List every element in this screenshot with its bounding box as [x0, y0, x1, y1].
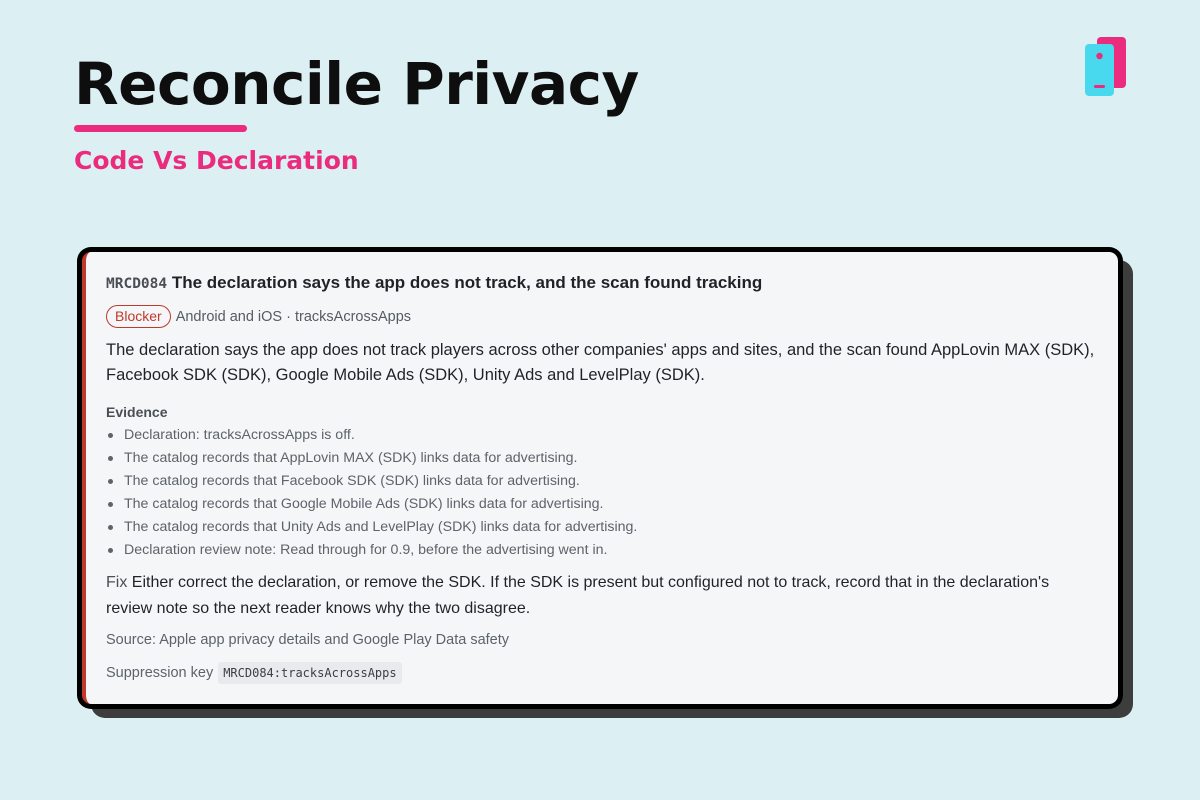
- severity-badge: Blocker: [106, 305, 171, 328]
- page-subtitle: Code Vs Declaration: [74, 146, 359, 175]
- evidence-item: The catalog records that Facebook SDK (SDK) links data for advertising.: [106, 470, 1098, 493]
- finding-card: [77, 247, 1123, 709]
- finding-description: The declaration says the app does not track players across other companies' apps and sites, and the scan found AppLovin MAX (SDK), Facebook SDK (SDK), Google Mobile Ads (SDK), Unity Ads and LevelPlay (SDK).: [106, 341, 1095, 384]
- evidence-item: The catalog records that Google Mobile Ads (SDK) links data for advertising.: [106, 493, 1098, 516]
- finding-title: The declaration says the app does not track, and the scan found tracking: [171, 273, 763, 292]
- fix-section: [106, 570, 1098, 622]
- evidence-item: The catalog records that AppLovin MAX (SDK) links data for advertising.: [106, 447, 1098, 470]
- page-title: Reconcile Privacy: [74, 50, 639, 118]
- suppression-key: MRCD084:tracksAcrossApps: [218, 662, 401, 684]
- finding-meta-row: [106, 305, 1098, 328]
- finding-meta: Android and iOS · tracksAcrossApps: [175, 308, 412, 325]
- evidence-item: Declaration review note: Read through for 0.9, before the advertising went in.: [106, 539, 1098, 562]
- suppression-row: [106, 662, 1098, 684]
- finding-heading: [106, 272, 1098, 295]
- evidence-item: Declaration: tracksAcrossApps is off.: [106, 424, 1098, 447]
- evidence-item: The catalog records that Unity Ads and LevelPlay (SDK) links data for advertising.: [106, 516, 1098, 539]
- finding-code: MRCD084: [106, 276, 168, 292]
- fix-text: Either correct the declaration, or remove the SDK. If the SDK is present but configured not to track, record that in the declaration's review note so the next reader knows why the two disagree.: [106, 574, 1050, 617]
- finding-card-content: [82, 252, 1118, 704]
- source-text: Source: Apple app privacy details and Google Play Data safety: [106, 632, 510, 648]
- phone-icon: [1083, 36, 1129, 100]
- evidence-list: [106, 424, 1098, 562]
- title-underline: [74, 125, 247, 132]
- evidence-heading: Evidence: [106, 404, 168, 420]
- fix-label: Fix: [106, 574, 128, 591]
- suppression-label: Suppression key: [106, 665, 214, 681]
